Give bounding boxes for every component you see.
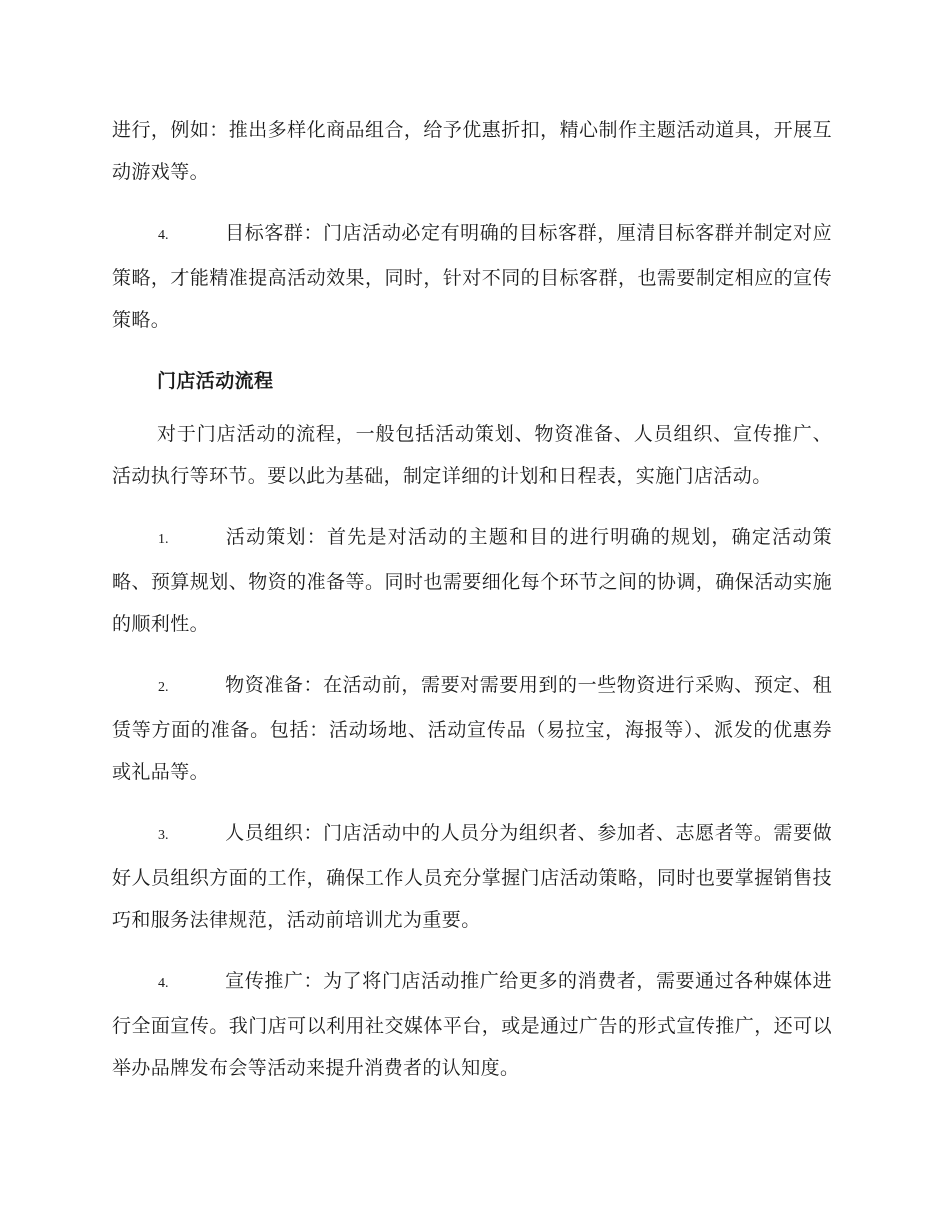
list-item-planning xyxy=(112,516,832,645)
list-number: 1. xyxy=(158,532,169,547)
list-item-text: 目标客群：门店活动必定有明确的目标客群，厘清目标客群并制定对应策略，才能精准提高活动效果，同时，针对不同的目标客群，也需要制定相应的宣传策略。 xyxy=(112,222,832,331)
list-item-text: 活动策划：首先是对活动的主题和目的进行明确的规划，确定活动策略、预算规划、物资的准备等。同时也需要细化每个环节之间的协调，确保活动实施的顺利性。 xyxy=(112,526,832,635)
list-item-promotion xyxy=(112,960,832,1089)
section-heading: 门店活动流程 xyxy=(157,370,274,392)
list-number: 4. xyxy=(158,228,169,243)
list-number: 4. xyxy=(158,976,169,991)
list-item-materials xyxy=(112,664,832,793)
list-number: 2. xyxy=(158,680,169,695)
list-item-target-customers xyxy=(112,212,832,341)
paragraph-continued: 进行，例如：推出多样化商品组合，给予优惠折扣，精心制作主题活动道具，开展互动游戏等。 xyxy=(112,119,832,183)
list-item-staffing xyxy=(112,812,832,941)
list-item-text: 人员组织：门店活动中的人员分为组织者、参加者、志愿者等。需要做好人员组织方面的工作，确保工作人员充分掌握门店活动策略，同时也要掌握销售技巧和服务法律规范，活动前培训尤为重要。 xyxy=(112,822,832,931)
list-number: 3. xyxy=(158,828,169,843)
list-item-text: 宣传推广：为了将门店活动推广给更多的消费者，需要通过各种媒体进行全面宣传。我门店可以利用社交媒体平台，或是通过广告的形式宣传推广，还可以举办品牌发布会等活动来提升消费者的认知度。 xyxy=(112,970,832,1079)
paragraph-intro: 对于门店活动的流程，一般包括活动策划、物资准备、人员组织、宣传推广、活动执行等环节。要以此为基础，制定详细的计划和日程表，实施门店活动。 xyxy=(112,423,832,487)
list-item-text: 物资准备：在活动前，需要对需要用到的一些物资进行采购、预定、租赁等方面的准备。包括：活动场地、活动宣传品（易拉宝，海报等）、派发的优惠券或礼品等。 xyxy=(112,674,832,783)
